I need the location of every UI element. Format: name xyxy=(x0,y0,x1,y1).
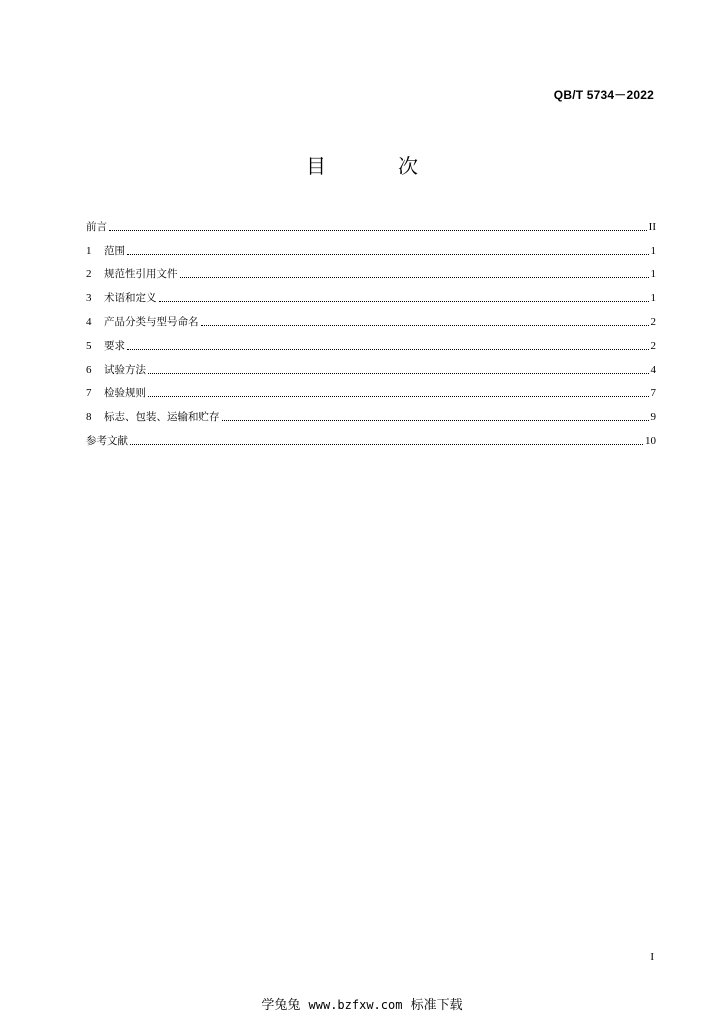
toc-number: 1 xyxy=(86,244,92,257)
footer-watermark xyxy=(0,994,724,1013)
toc-number: 2 xyxy=(86,268,92,281)
toc-page: 10 xyxy=(645,434,656,447)
toc-label: 前言 xyxy=(86,220,107,233)
toc-number: 4 xyxy=(86,315,92,328)
toc-number: 7 xyxy=(86,387,92,400)
toc-page: 1 xyxy=(650,292,656,305)
toc-leader xyxy=(130,444,643,445)
toc-page: II xyxy=(648,220,656,233)
toc-entry-bibliography[interactable] xyxy=(86,424,656,448)
toc-entry-marking-packaging[interactable] xyxy=(86,400,656,424)
toc-entry-foreword[interactable] xyxy=(86,210,656,234)
toc-leader xyxy=(127,254,649,255)
toc-leader xyxy=(159,301,649,302)
toc-leader xyxy=(127,349,649,350)
toc-page: 9 xyxy=(650,411,656,424)
footer-left-text: 学兔兔 xyxy=(261,998,301,1013)
toc-entry-normative-references[interactable] xyxy=(86,258,656,282)
toc-entry-inspection-rules[interactable] xyxy=(86,377,656,401)
toc-leader xyxy=(201,325,649,326)
footer-right-text: 标准下载 xyxy=(410,998,463,1013)
toc-label: 试验方法 xyxy=(104,363,146,376)
toc-leader xyxy=(222,420,649,421)
toc-leader xyxy=(180,277,649,278)
toc-entry-classification[interactable] xyxy=(86,305,656,329)
toc-label: 参考文献 xyxy=(86,434,128,447)
table-of-contents xyxy=(86,210,656,448)
toc-number: 8 xyxy=(86,411,92,424)
toc-label: 要求 xyxy=(104,339,125,352)
toc-leader xyxy=(148,396,649,397)
toc-page: 1 xyxy=(650,268,656,281)
toc-leader xyxy=(148,373,649,374)
toc-label: 范围 xyxy=(104,244,125,257)
toc-number: 5 xyxy=(86,339,92,352)
toc-label: 标志、包装、运输和贮存 xyxy=(104,411,220,424)
toc-number: 6 xyxy=(86,363,92,376)
toc-page: 4 xyxy=(650,363,656,376)
toc-leader xyxy=(109,230,647,231)
toc-page: 2 xyxy=(650,339,656,352)
toc-label: 检验规则 xyxy=(104,387,146,400)
toc-label: 产品分类与型号命名 xyxy=(104,315,199,328)
toc-entry-scope[interactable] xyxy=(86,234,656,258)
toc-page: 1 xyxy=(650,244,656,257)
toc-page: 7 xyxy=(650,387,656,400)
toc-page: 2 xyxy=(650,315,656,328)
toc-entry-requirements[interactable] xyxy=(86,329,656,353)
page-number: I xyxy=(650,951,654,963)
toc-label: 规范性引用文件 xyxy=(104,268,178,281)
page-title: 目 次 xyxy=(306,154,444,178)
toc-label: 术语和定义 xyxy=(104,292,157,305)
toc-number: 3 xyxy=(86,292,92,305)
footer-url[interactable]: www.bzfxw.com xyxy=(308,998,403,1012)
toc-entry-terms[interactable] xyxy=(86,281,656,305)
standard-code: QB/T 5734－2022 xyxy=(553,88,654,102)
toc-entry-test-methods[interactable] xyxy=(86,353,656,377)
